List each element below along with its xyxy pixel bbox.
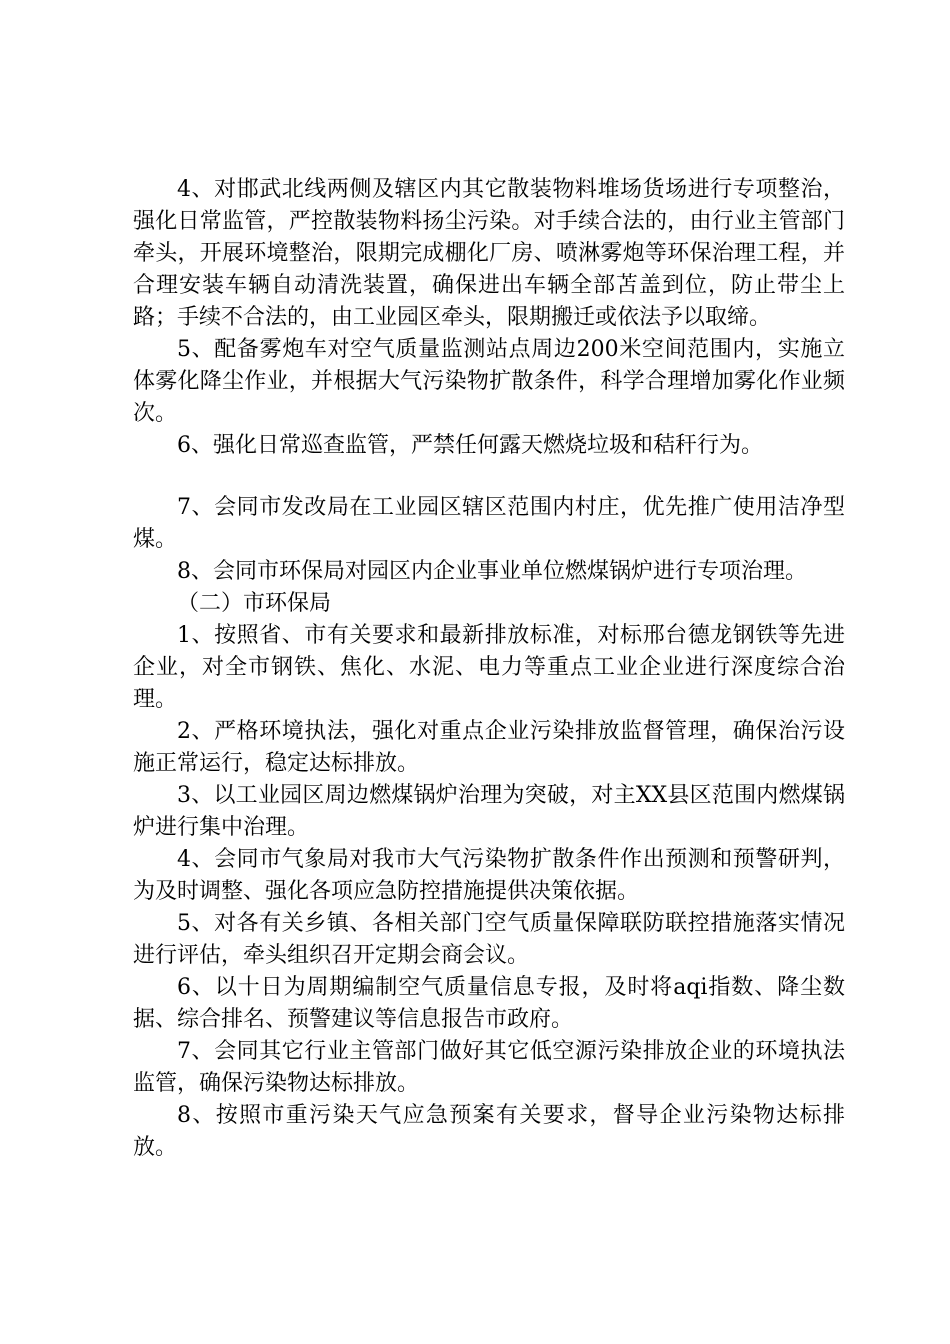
- section-paragraph-8: 8、按照市重污染天气应急预案有关要求，督导企业污染物达标排放。: [133, 1103, 845, 1160]
- section-paragraph-7: 7、会同其它行业主管部门做好其它低空源污染排放企业的环境执法监管，确保污染物达标排放。: [133, 1039, 845, 1096]
- section-paragraph-4: 4、会同市气象局对我市大气污染物扩散条件作出预测和预警研判，为及时调整、强化各项应急防控措施提供决策依据。: [133, 847, 845, 904]
- paragraph-item-6: 6、强化日常巡查监管，严禁任何露天燃烧垃圾和秸秆行为。: [177, 433, 763, 458]
- section-paragraph-2: 2、严格环境执法，强化对重点企业污染排放监督管理，确保治污设施正常运行，稳定达标排放。: [133, 719, 845, 776]
- paragraph-item-7: 7、会同市发改局在工业园区辖区范围内村庄，优先推广使用洁净型煤。: [133, 495, 845, 552]
- paragraph-item-8: 8、会同市环保局对园区内企业事业单位燃煤锅炉进行专项治理。: [177, 559, 807, 584]
- paragraph-item-5: 5、配备雾炮车对空气质量监测站点周边200米空间范围内，实施立体雾化降尘作业，并根据大气污染物扩散条件，科学合理增加雾化作业频次。: [133, 337, 845, 426]
- section-paragraph-6: 6、以十日为周期编制空气质量信息专报，及时将aqi指数、降尘数据、综合排名、预警建议等信息报告市政府。: [133, 975, 845, 1032]
- section-paragraph-3: 3、以工业园区周边燃煤锅炉治理为突破，对主XX县区范围内燃煤锅炉进行集中治理。: [133, 783, 845, 840]
- section-heading: （二）市环保局: [177, 591, 332, 616]
- paragraph-item-4: 4、对邯武北线两侧及辖区内其它散装物料堆场货场进行专项整治，强化日常监管，严控散装物料扬尘污染。对手续合法的，由行业主管部门牵头，开展环境整治，限期完成棚化厂房、喷淋雾炮等环保治理工程，并合理安装车辆自动清洗装置，确保进出车辆全部苫盖到位，防止带尘上路；手续不合法的，由工业园区牵头，限期搬迁或依法予以取缔。: [133, 177, 845, 330]
- document-body: [133, 174, 845, 1164]
- section-paragraph-5: 5、对各有关乡镇、各相关部门空气质量保障联防联控措施落实情况进行评估，牵头组织召开定期会商会议。: [133, 911, 845, 968]
- section-paragraph-1: 1、按照省、市有关要求和最新排放标准，对标邢台德龙钢铁等先进企业，对全市钢铁、焦化、水泥、电力等重点工业企业进行深度综合治理。: [133, 623, 845, 712]
